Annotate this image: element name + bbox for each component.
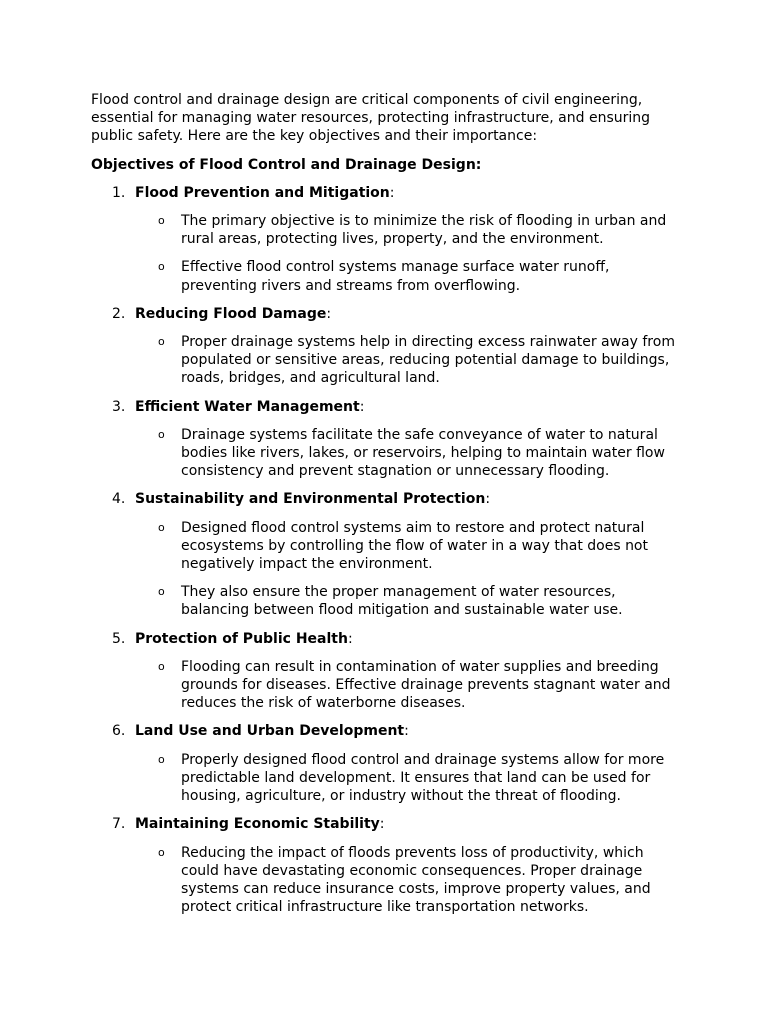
point-text: Reducing the impact of floods prevents loss of productivity, which could have devastating economic consequences. Proper drainage systems can reduce insurance costs, improve property values, and protect critical infrastructure like transportation networks. xyxy=(181,844,651,916)
objective-title-line xyxy=(135,490,681,508)
objective-number: 1. xyxy=(112,184,126,201)
list-item xyxy=(135,583,681,619)
objective-title: Maintaining Economic Stability xyxy=(135,816,380,833)
objective-points xyxy=(135,844,681,917)
objective-item-7 xyxy=(91,815,681,916)
point-text: Proper drainage systems help in directing excess rainwater away from populated or sensitive areas, reducing potential damage to buildings, roads, bridges, and agricultural land. xyxy=(181,334,675,387)
objective-title: Flood Prevention and Mitigation xyxy=(135,184,390,201)
objective-title-suffix: : xyxy=(389,184,395,201)
objective-number: 2. xyxy=(112,305,126,322)
objective-item-3 xyxy=(91,398,681,481)
objective-title-line xyxy=(135,815,681,833)
bullet-icon: o xyxy=(158,752,165,766)
objective-title-suffix: : xyxy=(347,630,353,647)
objective-item-6 xyxy=(91,722,681,805)
objective-title-line xyxy=(135,630,681,648)
objective-title: Efficient Water Management xyxy=(135,398,360,415)
section-heading: Objectives of Flood Control and Drainage Design: xyxy=(91,156,482,173)
point-text: The primary objective is to minimize the risk of flooding in urban and rural areas, protecting lives, property, and the environment. xyxy=(181,213,667,248)
point-text: They also ensure the proper management of water resources, balancing between flood mitigation and sustainable water use. xyxy=(181,584,623,619)
objective-title: Land Use and Urban Development xyxy=(135,723,405,740)
list-item xyxy=(135,212,681,248)
list-item xyxy=(135,844,681,917)
point-text: Effective flood control systems manage surface water runoff, preventing rivers and streams from overflowing. xyxy=(181,259,610,294)
objective-title-line xyxy=(135,722,681,740)
bullet-icon: o xyxy=(158,659,165,673)
objective-title-suffix: : xyxy=(359,398,365,415)
intro-paragraph: Flood control and drainage design are critical components of civil engineering, essential for managing water resources, protecting infrastructure, and ensuring public safety. Here are the key objectives and their importance: xyxy=(91,92,651,145)
objective-points xyxy=(135,658,681,713)
objective-title-suffix: : xyxy=(404,723,409,740)
point-text: Designed flood control systems aim to restore and protect natural ecosystems by controlling the flow of water in a way that does not negatively impact the environment. xyxy=(181,519,648,573)
objective-title: Protection of Public Health xyxy=(135,630,348,647)
bullet-icon: o xyxy=(158,585,165,599)
bullet-icon: o xyxy=(158,427,165,441)
objective-number: 5. xyxy=(112,630,126,647)
point-text: Drainage systems facilitate the safe conveyance of water to natural bodies like rivers, lakes, or reservoirs, helping to maintain water flow consistency and prevent stagnation or unnecessary flooding. xyxy=(181,426,665,480)
list-item xyxy=(135,519,681,574)
list-item xyxy=(135,333,681,388)
list-item xyxy=(135,751,681,806)
objective-item-2 xyxy=(91,305,681,388)
objective-points xyxy=(135,751,681,806)
list-item xyxy=(135,658,681,713)
objective-points xyxy=(135,333,681,388)
objective-title-suffix: : xyxy=(379,816,385,833)
objective-title-line xyxy=(135,305,681,323)
point-text: Flooding can result in contamination of water supplies and breeding grounds for diseases. Effective drainage prevents stagnant water and reduces the risk of waterborne diseases. xyxy=(181,658,671,712)
bullet-icon: o xyxy=(158,520,165,534)
objective-title-suffix: : xyxy=(326,305,332,322)
objective-item-5 xyxy=(91,630,681,713)
objective-number: 4. xyxy=(112,491,126,508)
objective-item-4 xyxy=(91,490,681,619)
point-text: Properly designed flood control and drainage systems allow for more predictable land development. It ensures that land can be used for housing, agriculture, or industry without the threat of flooding. xyxy=(181,751,665,805)
objective-number: 6. xyxy=(112,723,126,740)
objective-points xyxy=(135,426,681,481)
objective-number: 7. xyxy=(112,816,126,833)
objective-points xyxy=(135,212,681,295)
objective-title: Sustainability and Environmental Protection xyxy=(135,491,486,508)
objective-title-suffix: : xyxy=(485,491,491,508)
document-page xyxy=(91,91,681,926)
list-item xyxy=(135,426,681,481)
objective-points xyxy=(135,519,681,620)
objective-item-1 xyxy=(91,184,681,295)
objective-title-line xyxy=(135,398,681,416)
bullet-icon: o xyxy=(158,260,165,274)
bullet-icon: o xyxy=(158,845,165,859)
objective-title-line xyxy=(135,184,681,202)
objectives-list xyxy=(91,184,681,917)
bullet-icon: o xyxy=(158,335,165,349)
objective-title: Reducing Flood Damage xyxy=(135,305,327,322)
bullet-icon: o xyxy=(158,214,165,228)
list-item xyxy=(135,258,681,294)
objective-number: 3. xyxy=(112,398,126,415)
